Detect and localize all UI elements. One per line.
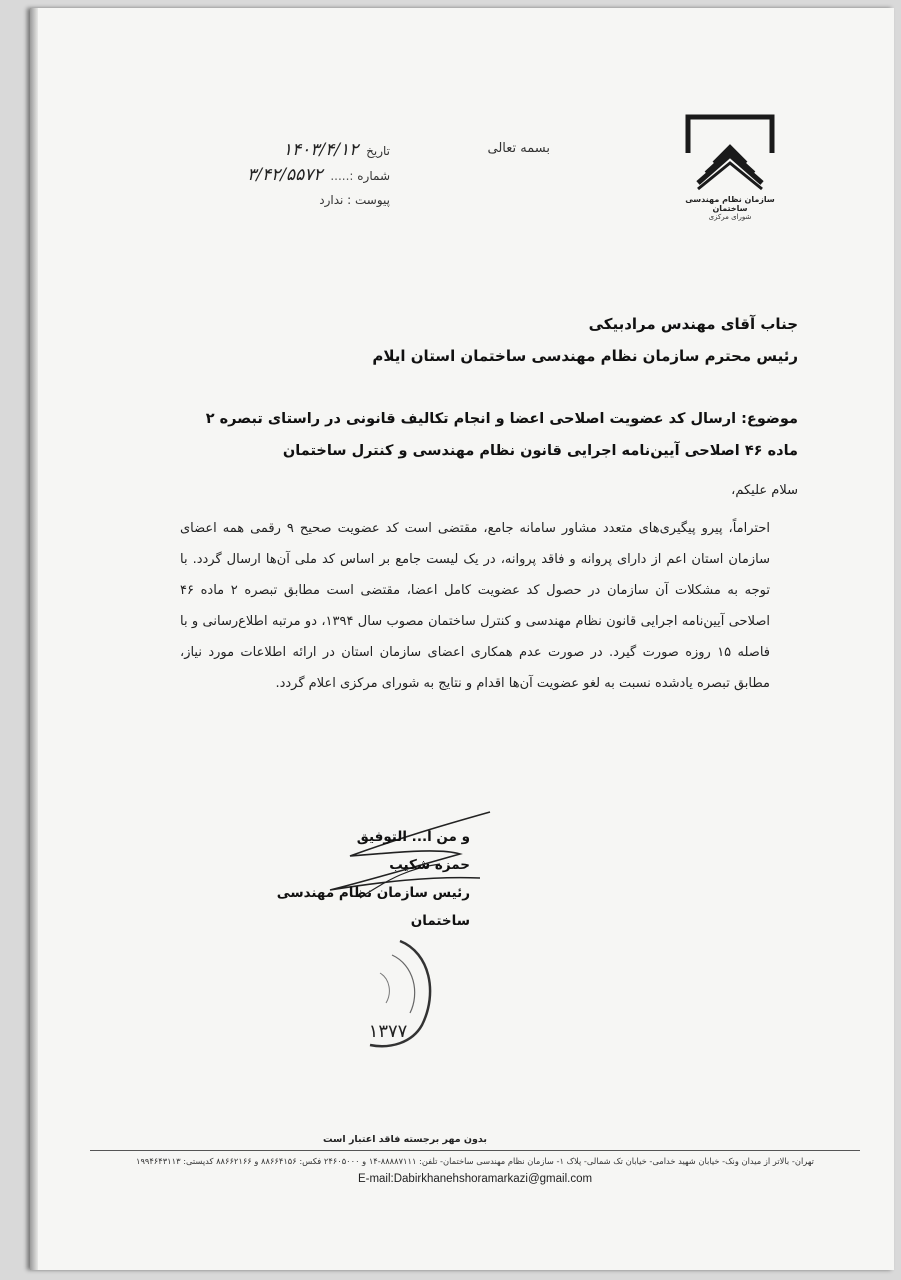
number-value: ۳/۴۲/۵۵۷۲ — [247, 165, 323, 185]
letter-body: احتراماً، پیرو پیگیری‌های متعدد مشاور سامانه جامع، مقتضی است کد عضویت صحیح ۹ رقمی همه اعضای سازمان استان اعم از دارای پروانه و فاقد پروانه، در یک لیست جامع بر اساس کد ملی آن‌ها ارسال گردد. با توجه به مشکلات آن سازمان در حصول کد عضویت کامل اعضا، مقتضی است مطابق تبصره ۲ ماده ۴۶ اصلاحی آیین‌نامه اجرایی قانون نظام مهندسی و کنترل ساختمان مصوب سال ۱۳۹۴، دو مرتبه اطلاع‌رسانی و با فاصله ۱۵ روزه صورت گیرد. در صورت عدم همکاری اعضای سازمان استان در ارائه اطلاعات مورد نیاز، مطابق تبصره یادشده نسبت به لغو عضویت آن‌ها اقدام و نتایج به شورای مرکزی اعلام گردد. — [180, 521, 771, 691]
footer-divider — [90, 1150, 860, 1151]
addressee-block — [330, 308, 798, 372]
addressee-name: جناب آقای مهندس مرادبیکی — [588, 315, 798, 333]
letter-page — [30, 8, 894, 1270]
bismillah-heading: بسمه تعالی — [487, 141, 550, 156]
footer-validity-note: بدون مهر برجسته فاقد اعتبار است — [323, 1134, 487, 1145]
signatory-title: رئیس سازمان نظام مهندسی ساختمان — [276, 885, 470, 929]
building-logo-icon — [684, 113, 776, 193]
logo-title: سازمان نظام مهندسی ساختمان — [685, 195, 775, 213]
page-edge-shadow — [30, 8, 38, 1270]
addressee-title: رئیس محترم سازمان نظام مهندسی ساختمان استان ایلام — [372, 347, 798, 365]
attachment-row: پیوست : ندارد — [319, 193, 390, 207]
footer-email: E-mail:Dabirkhanehshoramarkazi@gmail.com — [357, 1173, 593, 1185]
received-stamp — [330, 933, 440, 1063]
organization-logo — [670, 113, 790, 233]
number-label: شماره — [357, 169, 390, 183]
letter-metadata — [190, 138, 390, 212]
date-label: تاریخ — [366, 144, 390, 158]
logo-subtitle: شورای مرکزی — [708, 213, 752, 221]
closing-block — [230, 823, 470, 935]
closing-phrase: و من ا... التوفیق — [356, 829, 470, 845]
number-row: شماره :..... ۳/۴۲/۵۵۷۲ — [247, 165, 390, 185]
signatory-name: حمزه شکیب — [389, 857, 470, 873]
date-value: ۱۴۰۳/۴/۱۲ — [282, 140, 359, 160]
greeting: سلام علیکم، — [731, 483, 798, 498]
subject-line: موضوع: ارسال کد عضویت اصلاحی اعضا و انجام تکالیف قانونی در راستای تبصره ۲ ماده ۴۶ اصلاحی آیین‌نامه اجرایی قانون نظام مهندسی و کنترل ساختمان — [205, 411, 798, 459]
date-row — [190, 138, 390, 163]
stamp-number: ۱۳۷۷ — [368, 1021, 408, 1042]
footer-address: تهران- بالاتر از میدان ونک- خیابان شهید خدامی- خیابان تک شمالی- پلاک ۱- سازمان نظام مهندسی ساختمان- تلفن: ۸۸۸۸۷۱۱۱-۱۴ و ۲۴۶۰۵۰۰۰ فکس: ۸۸۶۶۴۱۵۶ و ۸۸۶۶۲۱۶۶ کدپستی: ۱۹۹۴۶۴۳۱۱۳ — [135, 1156, 814, 1166]
